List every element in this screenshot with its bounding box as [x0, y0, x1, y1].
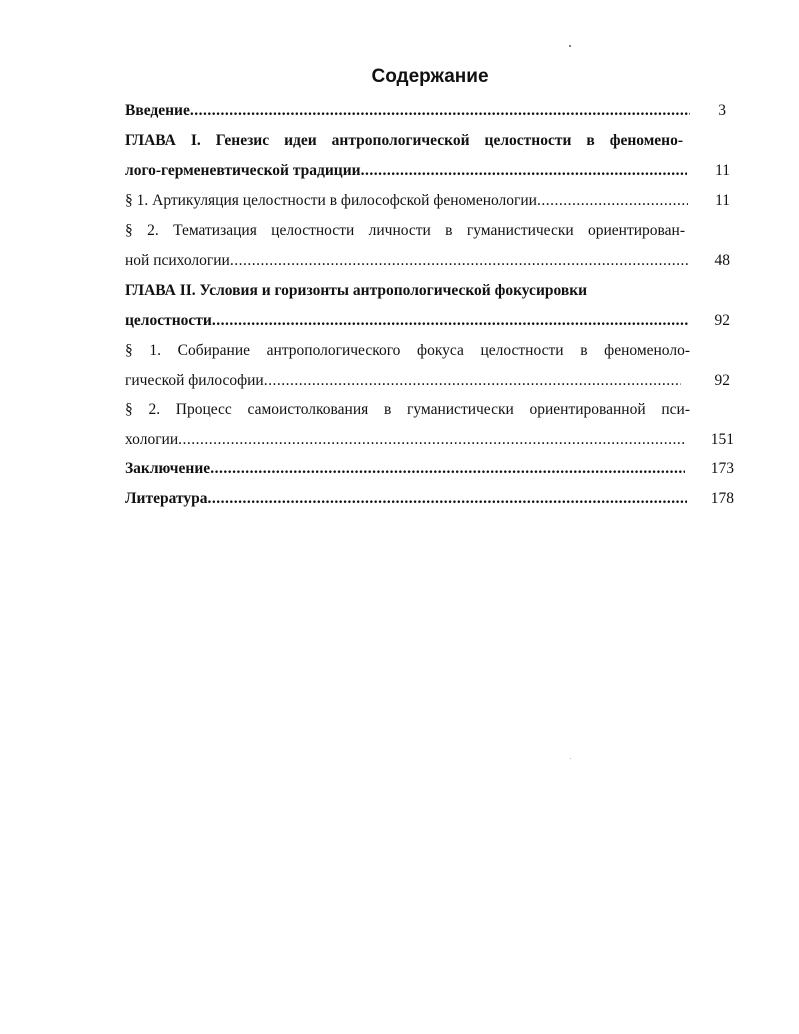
toc-page-number: 11 [715, 162, 730, 179]
toc-entry-chapter1[interactable] [125, 159, 687, 183]
toc-entry-intro[interactable] [125, 99, 690, 123]
toc-entry-ch1-s1[interactable] [125, 189, 688, 213]
toc-entry-ch1-s2-line1[interactable]: § 2. Тематизация целостности личности в гуманистически ориентирован- [125, 222, 685, 239]
toc-page-number: 151 [710, 431, 734, 448]
toc-entry-label: ной психологии [125, 252, 230, 269]
toc-entry-label: гической философии [125, 372, 264, 389]
dot-leader [230, 249, 688, 273]
dot-leader [190, 99, 690, 123]
toc-page-number: 48 [714, 252, 730, 269]
dot-leader [537, 189, 688, 213]
toc-entry-conclusion[interactable] [125, 457, 685, 481]
toc-entry-ch2-s1[interactable] [125, 369, 681, 393]
toc-page-number: 178 [710, 490, 734, 507]
toc-entry-chapter1-line1[interactable]: ГЛАВА I. Генезис идеи антропологической целостности в феномено- [125, 132, 683, 149]
toc-entry-label: Введение [125, 102, 190, 119]
toc-entry-chapter2[interactable] [125, 309, 688, 333]
toc-entry-label: Литература [125, 490, 208, 507]
toc-entry-label: лого-герменевтической традиции [125, 162, 361, 179]
toc-entry-ch2-s2[interactable] [125, 428, 685, 452]
toc-entry-label: Заключение [125, 460, 211, 477]
toc-entry-ch2-s2-line1[interactable]: § 2. Процесс самоистолкования в гуманистически ориентированной пси- [125, 401, 690, 418]
toc-page-number: 92 [714, 372, 730, 389]
toc-page-number: 173 [710, 460, 734, 477]
toc-page-number: 3 [718, 102, 726, 119]
dot-leader [178, 428, 685, 452]
toc-entry-label: хологии [125, 431, 179, 448]
dot-leader [210, 457, 685, 481]
toc-entry-ch1-s2[interactable] [125, 249, 688, 273]
toc-entry-label: целостности [125, 312, 212, 329]
toc-page-number: 11 [715, 192, 730, 209]
toc-entry-label: § 1. Артикуляция целостности в философской феноменологии [125, 192, 537, 209]
page-title: Содержание [371, 66, 489, 87]
dot-leader [264, 369, 681, 393]
scan-speck [570, 758, 571, 759]
dot-leader [212, 309, 688, 333]
toc-page-number: 92 [714, 312, 730, 329]
dot-leader [207, 487, 687, 511]
dot-leader [361, 159, 687, 183]
toc-entry-chapter2-line1[interactable]: ГЛАВА II. Условия и горизонты антропологической фокусировки [125, 282, 588, 299]
toc-entry-ch2-s1-line1[interactable]: § 1. Собирание антропологического фокуса целостности в феноменоло- [125, 342, 690, 359]
scan-speck [569, 45, 571, 47]
toc-entry-literature[interactable] [125, 487, 687, 511]
